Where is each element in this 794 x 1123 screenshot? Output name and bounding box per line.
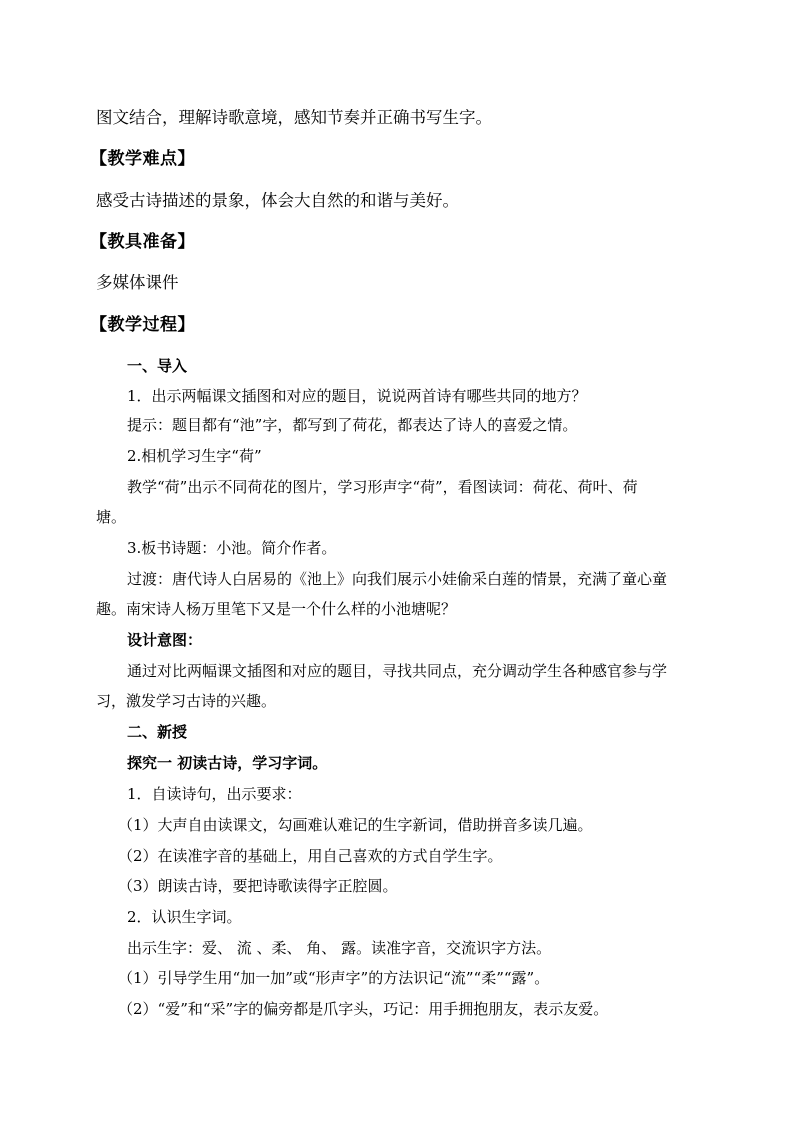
tools-heading: 【教具准备】 xyxy=(90,232,195,252)
design-label: 设计意图： xyxy=(127,631,203,649)
section1-title: 一、导入 xyxy=(127,357,188,375)
method-1: （1）引导学生用“加一加”或“形声字”的方法识记“流”“柔”“露”。 xyxy=(118,969,550,987)
process-heading: 【教学过程】 xyxy=(90,315,195,335)
intro-line: 图文结合，理解诗歌意境，感知节奏并正确书写生字。 xyxy=(96,108,492,127)
section2-title: 二、新授 xyxy=(127,723,188,741)
s2-item1: 1．自读诗句，出示要求： xyxy=(127,785,302,803)
design-line2: 习，激发学习古诗的兴趣。 xyxy=(96,692,277,710)
requirement-2: （2）在读准字音的基础上，用自己喜欢的方式自学生字。 xyxy=(118,847,503,865)
requirement-1: （1）大声自由读课文，勾画难认难记的生字新词，借助拼音多读几遍。 xyxy=(118,816,593,834)
characters-line: 出示生字：爱、 流 、柔、 角、 露。读准字音，交流识字方法。 xyxy=(127,939,552,957)
s1-transition-line2: 趣。南宋诗人杨万里笔下又是一个什么样的小池塘呢？ xyxy=(96,600,457,618)
explore1-title: 探究一 初读古诗，学习字词。 xyxy=(127,754,328,772)
difficulty-heading: 【教学难点】 xyxy=(90,149,195,169)
requirement-3: （3）朗读古诗，要把诗歌读得字正腔圆。 xyxy=(118,877,398,895)
s1-teach-line2: 塘。 xyxy=(96,508,127,526)
s1-teach-line1: 教学“荷”出示不同荷花的图片，学习形声字“荷”，看图读词：荷花、荷叶、荷 xyxy=(127,478,638,496)
s1-item3: 3.板书诗题：小池。简介作者。 xyxy=(127,539,337,557)
s2-item2: 2．认识生字词。 xyxy=(127,908,242,926)
s1-transition-line1: 过渡：唐代诗人白居易的《池上》向我们展示小娃偷采白莲的情景，充满了童心童 xyxy=(127,570,668,588)
difficulty-text: 感受古诗描述的景象，体会大自然的和谐与美好。 xyxy=(96,191,459,210)
s1-hint: 提示：题目都有“池”字，都写到了荷花，都表达了诗人的喜爱之情。 xyxy=(127,416,578,434)
method-2: （2）“爱”和“采”字的偏旁都是爪字头，巧记：用手拥抱朋友，表示友爱。 xyxy=(118,1000,609,1018)
s1-item1: 1．出示两幅课文插图和对应的题目，说说两首诗有哪些共同的地方？ xyxy=(127,387,587,405)
design-line1: 通过对比两幅课文插图和对应的题目，寻找共同点，充分调动学生各种感官参与学 xyxy=(127,662,668,680)
tools-text: 多媒体课件 xyxy=(96,273,179,292)
s1-item2: 2.相机学习生字“荷” xyxy=(127,447,262,465)
